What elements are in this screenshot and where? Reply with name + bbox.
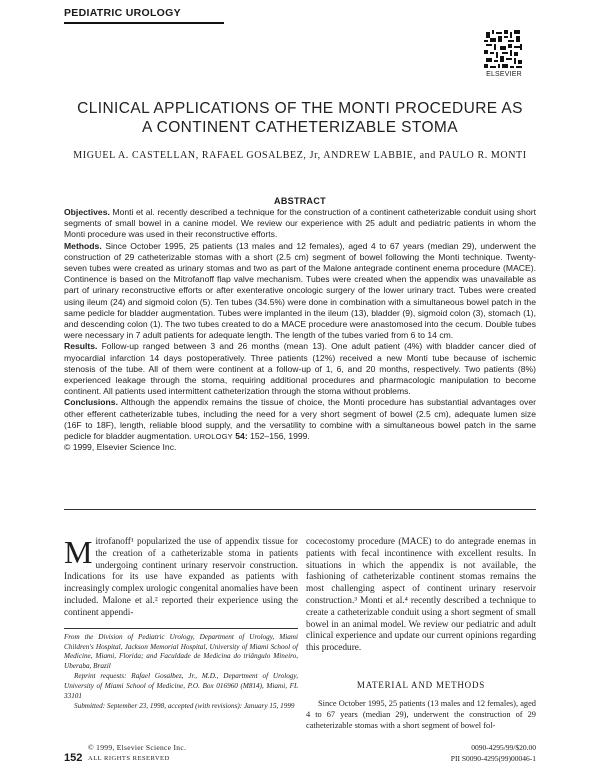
abstract-divider	[64, 509, 536, 510]
intro-text: itrofanoff¹ popularized the use of appendix tissue for the creation of a catheterizable stoma in patients undergoing continent urinary reservoir construction. Indications for its use have expanded as patients with increasingly complex urologic congenital anomalies have been included. Malone et al.² reported their experience using the continent appendi-	[64, 537, 298, 618]
results-text: Follow-up ranged between 3 and 26 months (mean 13). One adult patient (4%) with bladder cancer died of myocardial infarction 14 days postoperatively. Three patients (12%) received a new Monti tube because of ischemic stenosis of the tube. All of them were continent at a follow-up of 1, 6, and 20 months, respectively. Two patients (8%) experienced leakage through the stoma, requiring additional procedures and pharmacologic manipulation to become continent. All patients used intermittent catheterization through the stoma without problems.	[64, 341, 537, 397]
section-rule	[64, 22, 224, 24]
methods-text: Since October 1995, 25 patients (13 males and 12 females), aged 4 to 67 years (median 29), underwent the construction of 29 catheterizable stomas with a short (2.5 cm) segment of bowel following the Monti technique. Twenty-seven tubes were created as urinary stomas and two as part of the Malone antegrade continent enema procedure (MACE). Continence is based on the Mitrofanoff flap valve mechanism. Tubes were created when the appendix was unavailable as part of urinary reconstructive efforts or after exenterative oncologic surgery of the lower urinary tract. Tubes were created using ileum (24) and sigmoid colon (5). Ten tubes (34.5%) were done in combination with a simultaneous bowel patch in the same pedicle for bladder augmentation. Tubes were implanted in the ileum (13), bladder (9), sigmoid colon (3), stomach (1), and descending colon (1). The two tubes created to do a MACE procedure were anastomosed into the cecum. Double tubes were necessary in 7 adult patients for adequate length. The length of the tubes varied from 6 to 14 cm.	[64, 240, 536, 341]
body-right-column	[306, 537, 536, 655]
title-line-2: A CONTINENT CATHETERIZABLE STOMA	[142, 119, 458, 136]
abstract-copyright: © 1999, Elsevier Science Inc.	[64, 442, 177, 453]
objectives-text: Monti et al. recently described a technique for the construction of a continent catheterizable conduit using short segments of small bowel in a canine model. We review our experience with 25 adult and pediatric patients in whom the Monti procedure was used in their reconstructive efforts.	[64, 207, 536, 240]
abstract-heading: ABSTRACT	[274, 196, 326, 206]
title-line-1: CLINICAL APPLICATIONS OF THE MONTI PROCEDURE AS	[77, 100, 523, 117]
drop-cap: M	[64, 534, 93, 570]
abstract	[64, 207, 536, 453]
footnote-submitted: Submitted: September 23, 1998, accepted (with revisions): January 15, 1999	[74, 702, 295, 711]
citation-journal: UROLOGY	[193, 432, 233, 442]
methods-paragraph: Since October 1995, 25 patients (13 males and 12 females), aged 4 to 67 years (median 29), underwent the construction of 29 catheterizable stomas with a short segment of bowel fol-	[306, 699, 536, 730]
section-label: PEDIATRIC UROLOGY	[64, 7, 181, 19]
footnote	[64, 633, 298, 713]
abstract-objectives	[64, 207, 536, 241]
intro-paragraph	[64, 534, 298, 620]
publisher-name: ELSEVIER	[486, 71, 522, 78]
page-number: 152	[64, 752, 83, 764]
footer-rights: ALL RIGHTS RESERVED	[88, 755, 170, 762]
author-list: MIGUEL A. CASTELLAN, RAFAEL GOSALBEZ, Jr, ANDREW LABBIE, and PAULO R. MONTI	[73, 150, 527, 161]
article-title	[40, 99, 560, 137]
body-left-column	[64, 534, 298, 620]
citation-volume: 54:	[235, 431, 248, 442]
results-label: Results.	[64, 341, 98, 352]
citation-pages: 152–156, 1999.	[250, 431, 310, 442]
footnote-divider	[64, 628, 298, 629]
objectives-label: Objectives.	[64, 207, 110, 217]
footer-pii: PII S0090-4295(99)00046-1	[450, 754, 536, 763]
footnote-affiliation: From the Division of Pediatric Urology, Department of Urology, Miami Children's Hospital, Jackson Memorial Hospital, University of Miami School of Medicine, Miami, Florida; and Faculdade de Medicina do triângulo Mineiro, Uberaba, Brazil	[64, 633, 298, 670]
right-paragraph: cocecostomy procedure (MACE) to do antegrade enemas in patients with fecal incontinence with excellent results. In situations in which the appendix is not available, the fashioning of catheterizable continent stomas remains the most challenging aspect of continent urinary reservoir construction.³ Monti et al.⁴ recently described a technique to create a catheterizable conduit using a short segment of small bowel in an animal model. We review our pediatric and adult clinical experience and update our current opinions regarding this procedure.	[306, 537, 536, 654]
abstract-methods	[64, 241, 536, 342]
footer-issn: 0090-4295/99/$20.00	[471, 743, 536, 752]
abstract-results	[64, 341, 536, 397]
abstract-conclusions	[64, 397, 536, 442]
publisher-logo	[484, 30, 524, 70]
footer-copyright: © 1999, Elsevier Science Inc.	[88, 743, 187, 752]
conclusions-label: Conclusions.	[64, 397, 118, 408]
conclusions-text: Although the appendix remains the tissue of choice, the Monti procedure has substantial advantages over other efferent catheterizable tubes, including the need for a very short segment of bowel (2.5 cm), adequate lumen size (16F to 18F), length, reliable blood supply, and the versatility to combine with a simultaneous bowel patch in the same pedicle for bladder augmentation.	[64, 397, 536, 442]
footnote-reprint: Reprint requests: Rafael Gosalbez, Jr., M.D., Department of Urology, University of Miami School of Medicine, P.O. Box 016960 (M814), Miami, FL 33101	[64, 672, 298, 700]
section-heading-methods: MATERIAL AND METHODS	[356, 680, 486, 690]
methods-label: Methods.	[64, 240, 102, 251]
